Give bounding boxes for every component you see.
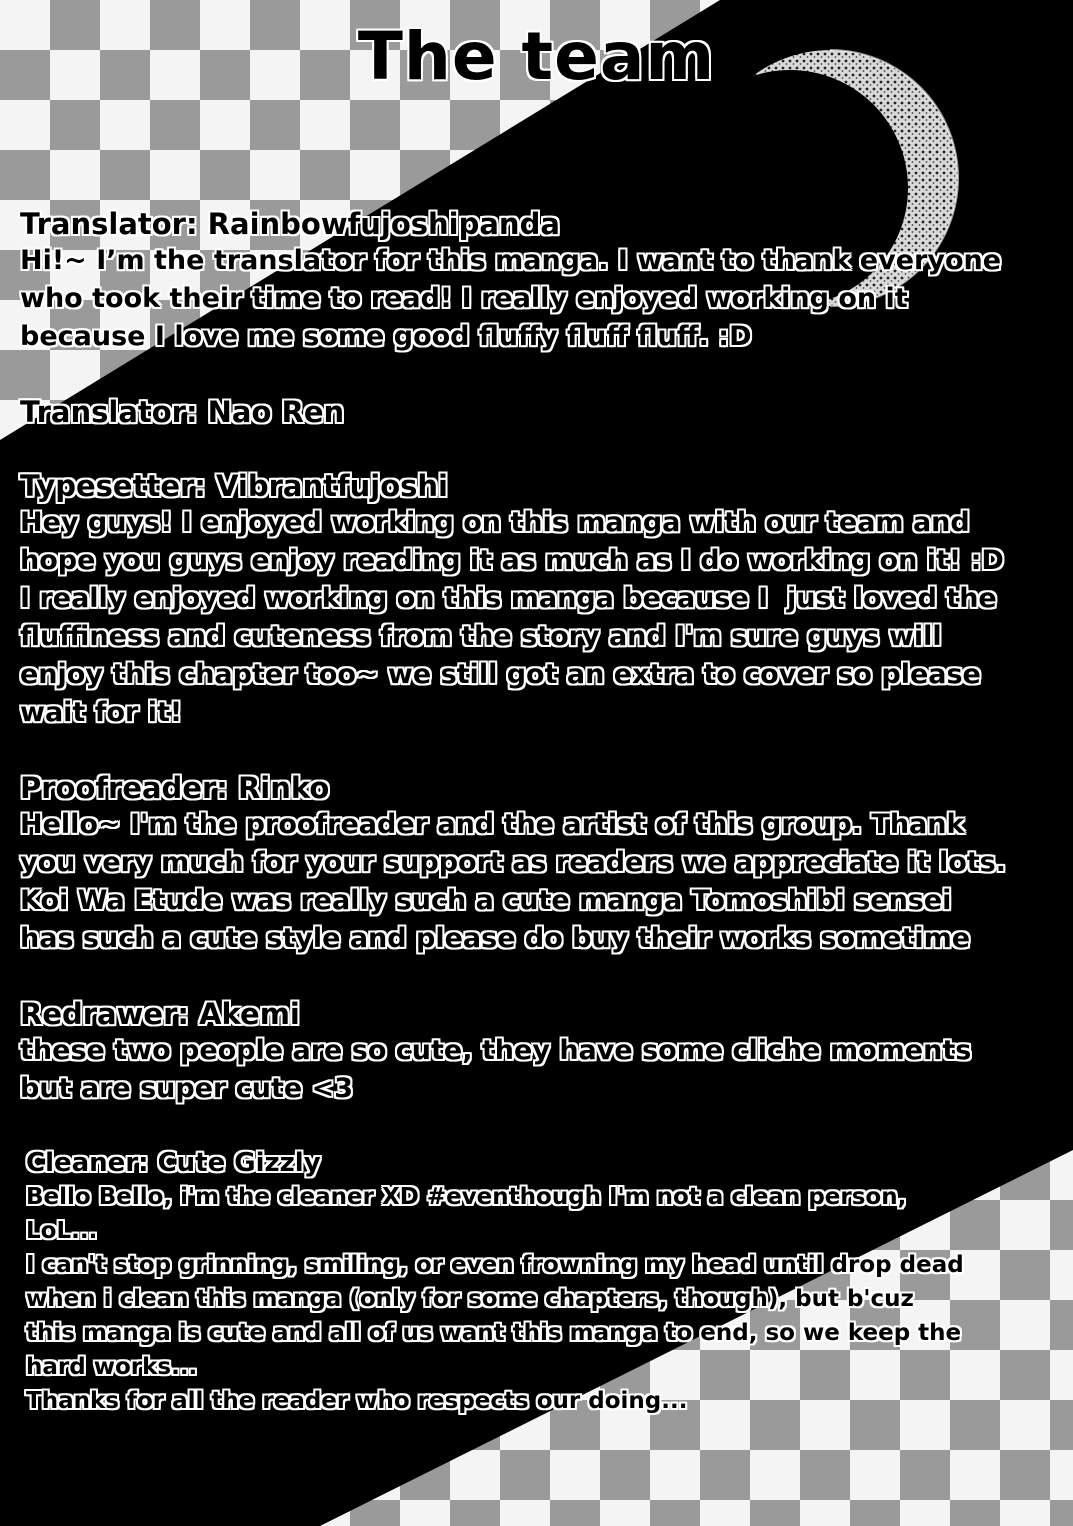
role-message: Hi!~ I’m the translator for this manga. I want to thank everyone who took their time to read! I really enjoyed working on it because I love me some good fluffy fluff fluff. :D <box>20 245 1002 352</box>
page-title: The team <box>357 18 716 95</box>
role-message: Bello Bello, i'm the cleaner XD #eventhough I'm not a clean person, LoL... I can't stop grinning, smiling, or even frowning my head until drop dead when i clean this manga (only for some chapters, though), but b'cuz this manga is cute and all of us want this manga to end, so we keep the hard works... Thanks for all the reader who respects our doing... <box>26 1184 964 1414</box>
credit-proofreader <box>20 770 1060 958</box>
role-heading: Redrawer: Akemi <box>20 997 300 1031</box>
credit-typesetter <box>20 468 1060 732</box>
credit-translator-nao-ren <box>20 394 1060 430</box>
role-heading: Translator: Nao Ren <box>20 395 345 429</box>
role-heading: Proofreader: Rinko <box>20 771 330 805</box>
team-credits <box>20 206 1060 1418</box>
credit-translator-rainbowfujoshipanda <box>20 206 1060 356</box>
role-message: these two people are so cute, they have some cliche moments but are super cute <3 <box>20 1035 972 1104</box>
role-message: Hey guys! I enjoyed working on this manga with our team and hope you guys enjoy reading it as much as I do working on it! :D I really enjoyed working on this manga because I just loved the fluffiness and cuteness from the story and I'm sure guys will enjoy this chapter too~ we still got an extra to cover so please wait for it! <box>20 507 1004 728</box>
role-message: Hello~ I'm the proofreader and the artist of this group. Thank you very much for your support as readers we appreciate it lots. Koi Wa Etude was really such a cute manga Tomoshibi sensei has such a cute style and please do buy their works sometime <box>20 809 1007 954</box>
role-heading: Typesetter: Vibrantfujoshi <box>20 469 448 503</box>
role-heading: Translator: Rainbowfujoshipanda <box>20 207 560 241</box>
credit-cleaner <box>26 1146 1060 1418</box>
credit-redrawer <box>20 996 1060 1108</box>
role-heading: Cleaner: Cute Gizzly <box>26 1148 321 1178</box>
